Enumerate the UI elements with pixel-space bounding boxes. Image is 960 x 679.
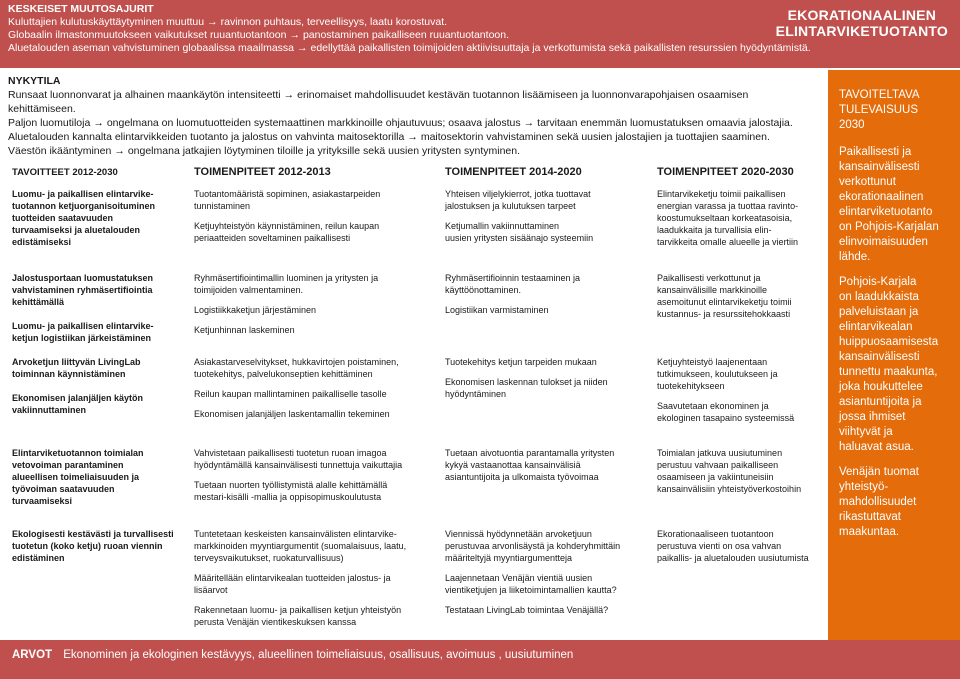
column-header-goals: TAVOITTEET 2012-2030: [12, 167, 118, 178]
text-segment: ongelmana jatkajien löytyminen tiloille ja yrityksille sekä uusien yritysten syntyminen.: [127, 145, 521, 157]
goal-cell: [12, 447, 177, 507]
brand-line-2: ELINTARVIKETUOTANTO: [775, 23, 948, 39]
text-segment: edellyttää paikallisten toimijoiden aktiivisuuttaja ja verkottumista sekä paikallisten resurssien hyödyntämistä.: [310, 42, 811, 54]
cell-text: Jalostusportaan luomustatuksen vahvistaminen ryhmäsertifiointia kehittämällä Luomu- ja paikallisen elintarvike- ketjun logistiikan järkeistäminen: [12, 273, 154, 343]
spacer: [194, 380, 429, 388]
cell-text: Ryhmäsertifiointimallin luominen ja yritysten ja toimijoiden valmentaminen.: [194, 273, 379, 295]
actions-2020-cell: [657, 272, 822, 320]
spacer: [445, 212, 645, 220]
spacer: [194, 296, 429, 304]
cell-text: Tuotantomääristä sopiminen, asiakastarpeiden tunnistaminen: [194, 189, 381, 211]
cell-text: Tuntetetaan keskeisten kansainvälisten elintarvike- markkinoiden myyntiargumentit (suomalaisuus, laatu, terveysvaikutukset, ruokaturvallisuus): [194, 529, 407, 563]
cell-text: Logistiikan varmistaminen: [445, 305, 549, 315]
spacer: [445, 296, 645, 304]
actions-2012-cell: [194, 188, 429, 244]
arrow-right-icon: →: [93, 117, 104, 129]
text-segment: tarvitaan enemmän luomustatuksen omaavia jalostajia.: [537, 117, 793, 129]
future-vision-paragraph-3: Venäjän tuomat yhteistyö- mahdollisuudet rikastuttavat maakuntaa.: [839, 466, 919, 538]
actions-2012-cell: [194, 356, 429, 420]
text-line: [8, 88, 808, 116]
cell-text: Vahvistetaan paikallisesti tuotetun ruoan imagoa hyödyntämällä kansainvälisesti tunnettuja vaikuttajia: [194, 448, 403, 470]
cell-text: Tuetaan nuorten työllistymistä alalle kehittämällä mestari-kisälli -mallia ja oppisopimuskoulutusta: [194, 480, 388, 502]
cell-text: Toimialan jatkuva uusiutuminen perustuu vahvaan paikalliseen osaamiseen ja vakiintuneisiin kansainvälisiin yhteistyöverkostoihin: [657, 448, 802, 494]
cell-text: Saavutetaan ekonominen ja ekologinen tasapaino systeemissä: [657, 401, 795, 423]
cell-text: Asiakastarveselvitykset, hukkavirtojen poistaminen, tuotekehitys, palvelukonseptien kehittäminen: [194, 357, 399, 379]
actions-2012-cell: [194, 528, 429, 628]
actions-2020-cell: [657, 447, 822, 495]
actions-2014-cell: [445, 447, 645, 483]
text-segment: ravinnon puhtaus, terveellisyys, laatu korostuvat.: [220, 16, 448, 28]
drivers-header: [0, 0, 960, 68]
arrow-right-icon: →: [283, 89, 295, 101]
cell-text: Ryhmäsertifioinnin testaaminen ja käyttöönottaminen.: [445, 273, 581, 295]
text-segment: ongelmana on luomutuotteiden systemaattinen markkinoille ohjautuvuus; osaava jalostus: [106, 117, 521, 129]
goal-cell: [12, 272, 177, 344]
text-segment: Globaalin ilmastonmuutokseen vaikutukset ruuantuotantoon: [8, 29, 287, 41]
current-state-title: NYKYTILA: [8, 75, 61, 87]
text-segment: Paljon luomutiloja: [8, 117, 91, 129]
text-segment: erinomaiset mahdollisuudet kestävän tuotannon lisäämiseen ja luonnonvarapohjaisen osaamisen kehittämiseen.: [8, 89, 749, 115]
text-segment: maitosektorin vahvistaminen sekä uusien jalostajien ja tuottajien saaminen.: [420, 131, 770, 143]
cell-text: Luomu- ja paikallisen elintarvike- tuotannon ketjuorganisoituminen tuotteiden saatavuuden turvaamiseksi ja aluetalouden edistämiseksi: [12, 189, 155, 247]
actions-2014-cell: [445, 188, 645, 244]
cell-text: Laajennetaan Venäjän vientiä uusien vientiketjujen ja liiketoimintamallien kautta?: [445, 573, 617, 595]
cell-text: Paikallisesti verkottunut ja kansainvälisille markkinoille asemoitunut elintarvikeketju toimii kustannus- ja resurssitehokkaasti: [657, 273, 792, 319]
cell-text: Yhteisen viljelykierrot, jotka tuottavat jalostuksen ja kulutuksen tarpeet: [445, 189, 591, 211]
column-header-actions-2012: TOIMENPITEET 2012-2013: [194, 166, 331, 178]
cell-text: Ketjuyhteistyö laajenentaan tutkimukseen, koulutukseen ja tuotekehitykseen: [657, 357, 778, 391]
cell-text: Ekonomisen laskennan tulokset ja niiden hyödyntäminen: [445, 377, 608, 399]
actions-2020-cell: [657, 528, 822, 564]
actions-2012-cell: [194, 272, 429, 336]
spacer: [194, 564, 429, 572]
spacer: [445, 596, 645, 604]
brand-line-1: EKORATIONAALINEN: [787, 7, 937, 23]
column-header-actions-2014: TOIMENPITEET 2014-2020: [445, 166, 582, 178]
arrow-right-icon: →: [289, 29, 300, 41]
future-vision-paragraph-2: Pohjois-Karjala on laadukkaista palveluistaan ja elintarvikealan huippuosaamisesta kansainvälisesti tunnettu maakunta, joka houkuttelee asiantuntijoita ja jossa ihmiset viihtyvät ja haluavat asua.: [839, 276, 939, 453]
text-segment: panostaminen paikalliseen ruuantuotantoon.: [302, 29, 510, 41]
goal-cell: [12, 528, 177, 564]
goal-cell: [12, 356, 177, 416]
spacer: [445, 368, 645, 376]
values-footer: [0, 640, 960, 679]
cell-text: Ekonomisen jalanjäljen laskentamallin tekeminen: [194, 409, 390, 419]
text-line: [8, 130, 808, 144]
spacer: [194, 316, 429, 324]
cell-text: Logistiikkaketjun järjestäminen: [194, 305, 317, 315]
brand-title: [776, 7, 948, 39]
future-vision-title: TAVOITELTAVA TULEVAISUUS 2030: [839, 89, 920, 131]
spacer: [194, 212, 429, 220]
current-state-section: [8, 74, 808, 158]
cell-text: Määritellään elintarvikealan tuotteiden jalostus- ja lisäarvot: [194, 573, 391, 595]
cell-text: Elintarvikeketju toimii paikallisen energian varassa ja tuottaa ravinto- koostumukseltaan korkeatasoisia, laadukkaita ja turvallisia elin- tarvikkeita omalle alueelle ja viertiin: [657, 189, 799, 247]
cell-text: Rakennetaan luomu- ja paikallisen ketjun yhteistyön perusta Venäjän vientikeskuksen kanssa: [194, 605, 402, 627]
text-line: [8, 144, 808, 158]
cell-text: Ekorationaaliseen tuotantoon perustuva vienti on osa vahvan paikallis- ja aluetalouden uusiutumista: [657, 529, 809, 563]
cell-text: Elintarviketuotannon toimialan vetovoiman parantaminen alueellisen toimeliaisuuden ja työvoiman saatavuuden turvaamiseksi: [12, 448, 144, 506]
spacer: [194, 400, 429, 408]
cell-text: Arvoketjun liittyvän LivingLab toiminnan käynnistäminen Ekonomisen jalanjäljen käytön vakiinnuttaminen: [12, 357, 144, 415]
actions-2014-cell: [445, 272, 645, 316]
actions-2014-cell: [445, 356, 645, 400]
actions-2020-cell: [657, 188, 822, 248]
arrow-right-icon: →: [114, 145, 125, 157]
arrow-right-icon: →: [407, 131, 418, 143]
values-label: ARVOT: [12, 649, 53, 661]
drivers-title: KESKEISET MUUTOSAJURIT: [8, 3, 154, 15]
spacer: [194, 471, 429, 479]
text-line: [8, 42, 950, 55]
cell-text: Tuotekehitys ketjun tarpeiden mukaan: [445, 357, 597, 367]
cell-text: Ketjunhinnan laskeminen: [194, 325, 295, 335]
arrow-right-icon: →: [297, 42, 308, 54]
cell-text: Ketjumallin vakiinnuttaminen uusien yritysten sisäänajo systeemiin: [445, 221, 594, 243]
text-line: [8, 116, 808, 130]
text-segment: Kuluttajien kulutuskäyttäytyminen muuttuu: [8, 16, 205, 28]
cell-text: Ekologisesti kestävästi ja turvallisesti tuotetun (koko ketju) ruoan viennin edistäminen: [12, 529, 174, 563]
future-vision-paragraph-1: Paikallisesti ja kansainvälisesti verkottunut ekorationaalinen elintarviketuotanto on Pohjois-Karjalan elinvoimaisuuden lähde.: [839, 146, 939, 263]
actions-2020-cell: [657, 356, 822, 424]
text-segment: Aluetalouden aseman vahvistuminen globaalissa maailmassa: [8, 42, 294, 54]
actions-2012-cell: [194, 447, 429, 503]
text-segment: Runsaat luonnonvarat ja alhainen maankäytön intensiteetti: [8, 89, 281, 101]
current-state-lines: [8, 88, 808, 158]
spacer: [657, 392, 822, 400]
actions-2014-cell: [445, 528, 645, 616]
spacer: [194, 596, 429, 604]
column-header-actions-2020: TOIMENPITEET 2020-2030: [657, 166, 794, 178]
arrow-right-icon: →: [523, 117, 535, 129]
goal-cell: [12, 188, 177, 248]
values-text: Ekonominen ja ekologinen kestävyys, alueellinen toimeliaisuus, osallisuus, avoimuus , uusiutuminen: [63, 649, 574, 661]
text-segment: Väestön ikääntyminen: [8, 145, 112, 157]
cell-text: Ketjuyhteistyön käynnistäminen, reilun kaupan periaatteiden soveltaminen paikallisesti: [194, 221, 380, 243]
cell-text: Testataan LivingLab toimintaa Venäjällä?: [445, 605, 609, 615]
cell-text: Tuetaan aivotuontia parantamalla yritysten kykyä vastaanottaa kansainvälisiä asiantuntijoita ja ulkomaista työvoimaa: [445, 448, 615, 482]
cell-text: Viennissä hyödynnetään arvoketjuun perustuvaa arvonlisäystä ja kohderyhmittäin määriteltyjä myyntiargumentteja: [445, 529, 621, 563]
arrow-right-icon: →: [207, 16, 218, 28]
future-vision-panel: [828, 70, 960, 640]
cell-text: Reilun kaupan mallintaminen paikalliselle tasolle: [194, 389, 387, 399]
spacer: [445, 564, 645, 572]
text-segment: Aluetalouden kannalta elintarvikkeiden tuotanto ja jalostus on vahvinta maitosektorilla: [8, 131, 405, 143]
